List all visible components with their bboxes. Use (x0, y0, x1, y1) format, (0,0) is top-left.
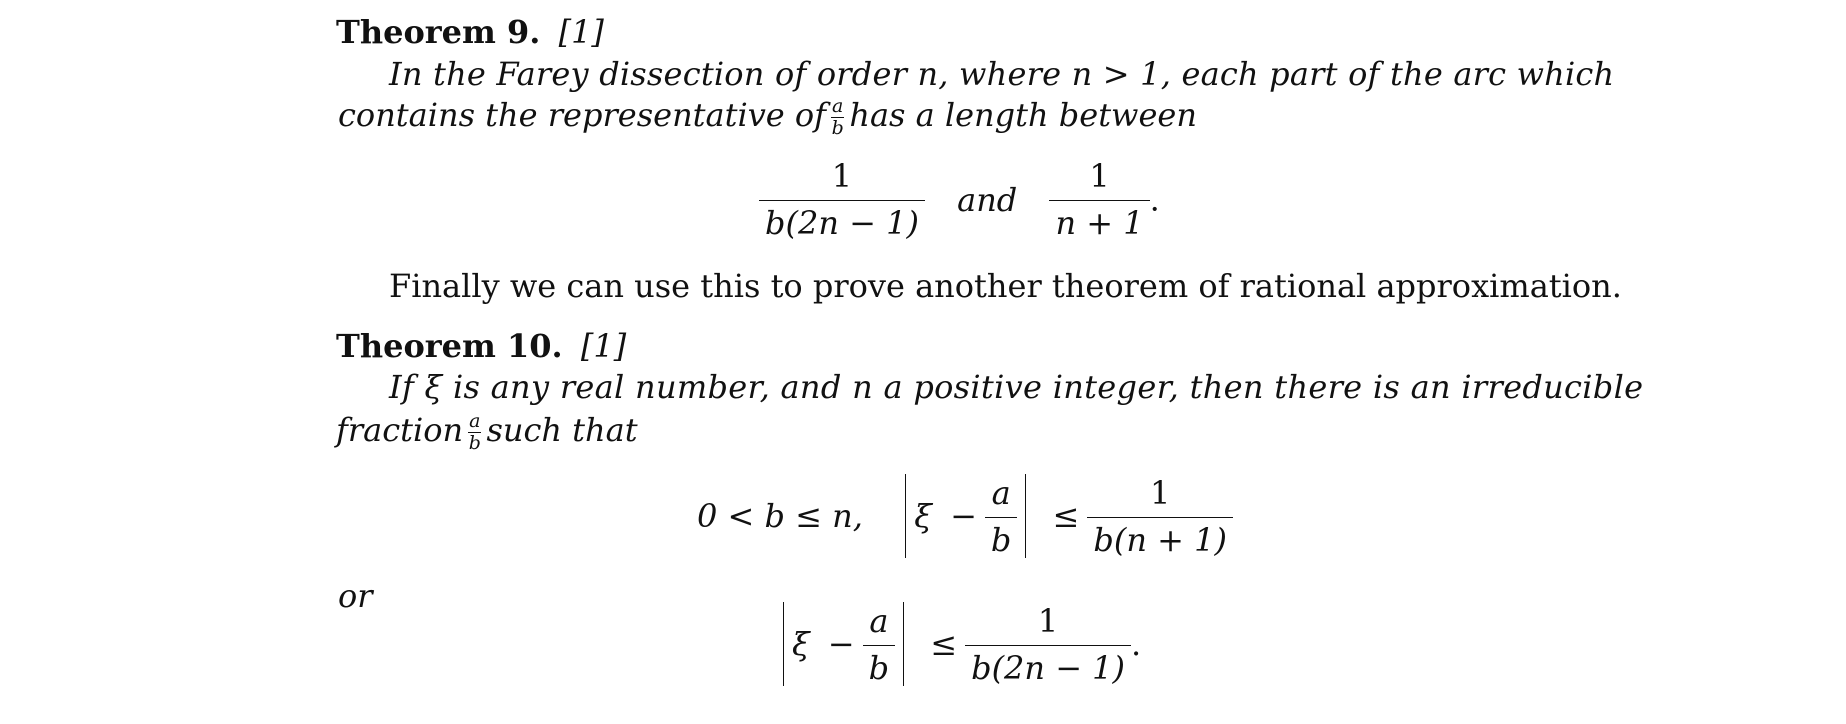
numerator: 1 (759, 160, 925, 201)
condition: 0 < b ≤ n, (697, 497, 863, 535)
theorem-10-line-2-text-a: fraction (336, 411, 464, 449)
numerator: a (985, 477, 1017, 518)
theorem-9-title: Theorem 9. (336, 13, 541, 51)
numerator: 1 (1049, 160, 1149, 201)
theorem-10-line-2-text-b: such that (486, 411, 638, 449)
period: . (1149, 180, 1160, 219)
leq-sign: ≤ (930, 625, 958, 663)
theorem-10-title: Theorem 10. (336, 327, 563, 365)
theorem-9-citation: [1] (558, 13, 604, 51)
theorem-10-equation-1 (697, 474, 1233, 558)
theorem-9-line-2-text-a: contains the representative of (338, 96, 826, 134)
theorem-10-citation: [1] (580, 327, 627, 365)
theorem-9-equation (759, 157, 1160, 242)
inline-fraction (468, 412, 481, 453)
numerator: a (863, 605, 895, 646)
body-paragraph: Finally we can use this to prove another theorem of rational approximation. (389, 267, 1622, 305)
denominator: b (990, 520, 1012, 559)
denominator: b (868, 648, 890, 687)
numerator: 1 (965, 605, 1131, 646)
fraction-1-over-b-2n-minus-1 (965, 601, 1131, 687)
fraction-denominator: b (831, 117, 844, 139)
theorem-10-equation-2 (775, 602, 1141, 686)
fraction-numerator: a (832, 95, 844, 117)
fraction-1-over-b-2n-minus-1 (759, 157, 925, 242)
period: . (1131, 625, 1142, 663)
leq-sign: ≤ (1052, 497, 1080, 535)
denominator: b(n + 1) (1093, 520, 1227, 559)
fraction-denominator: b (468, 432, 481, 454)
fraction-1-over-b-n-plus-1 (1087, 473, 1233, 559)
and-word: and (957, 180, 1018, 219)
absolute-value-right-bar (903, 602, 904, 686)
fraction-a-over-b (863, 601, 895, 687)
inline-fraction (831, 97, 844, 138)
theorem-10-line-2 (336, 412, 638, 453)
minus-sign: − (827, 625, 855, 663)
theorem-9-line-2-text-b: has a length between (849, 96, 1197, 134)
absolute-value-right-bar (1025, 474, 1026, 558)
denominator: b(2n − 1) (971, 648, 1126, 687)
xi-symbol: ξ (914, 497, 932, 535)
fraction-1-over-n-plus-1 (1049, 157, 1149, 242)
minus-sign: − (950, 497, 977, 535)
denominator: b(2n − 1) (765, 204, 919, 242)
theorem-9-line-2 (338, 97, 1197, 138)
denominator: n + 1 (1055, 204, 1144, 242)
numerator: 1 (1087, 477, 1233, 518)
theorem-9-line-1: In the Farey dissection of order n, where n > 1, each part of the arc which (389, 55, 1615, 93)
absolute-value-left-bar (783, 602, 784, 686)
theorem-9-heading (336, 13, 604, 51)
absolute-value-left-bar (905, 474, 906, 558)
theorem-10-line-1: If ξ is any real number, and n a positive integer, then there is an irreducible (389, 368, 1644, 406)
fraction-numerator: a (469, 410, 481, 432)
xi-symbol: ξ (792, 625, 810, 663)
fraction-a-over-b (985, 473, 1017, 559)
theorem-10-heading (336, 327, 627, 365)
or-word: or (338, 577, 373, 615)
